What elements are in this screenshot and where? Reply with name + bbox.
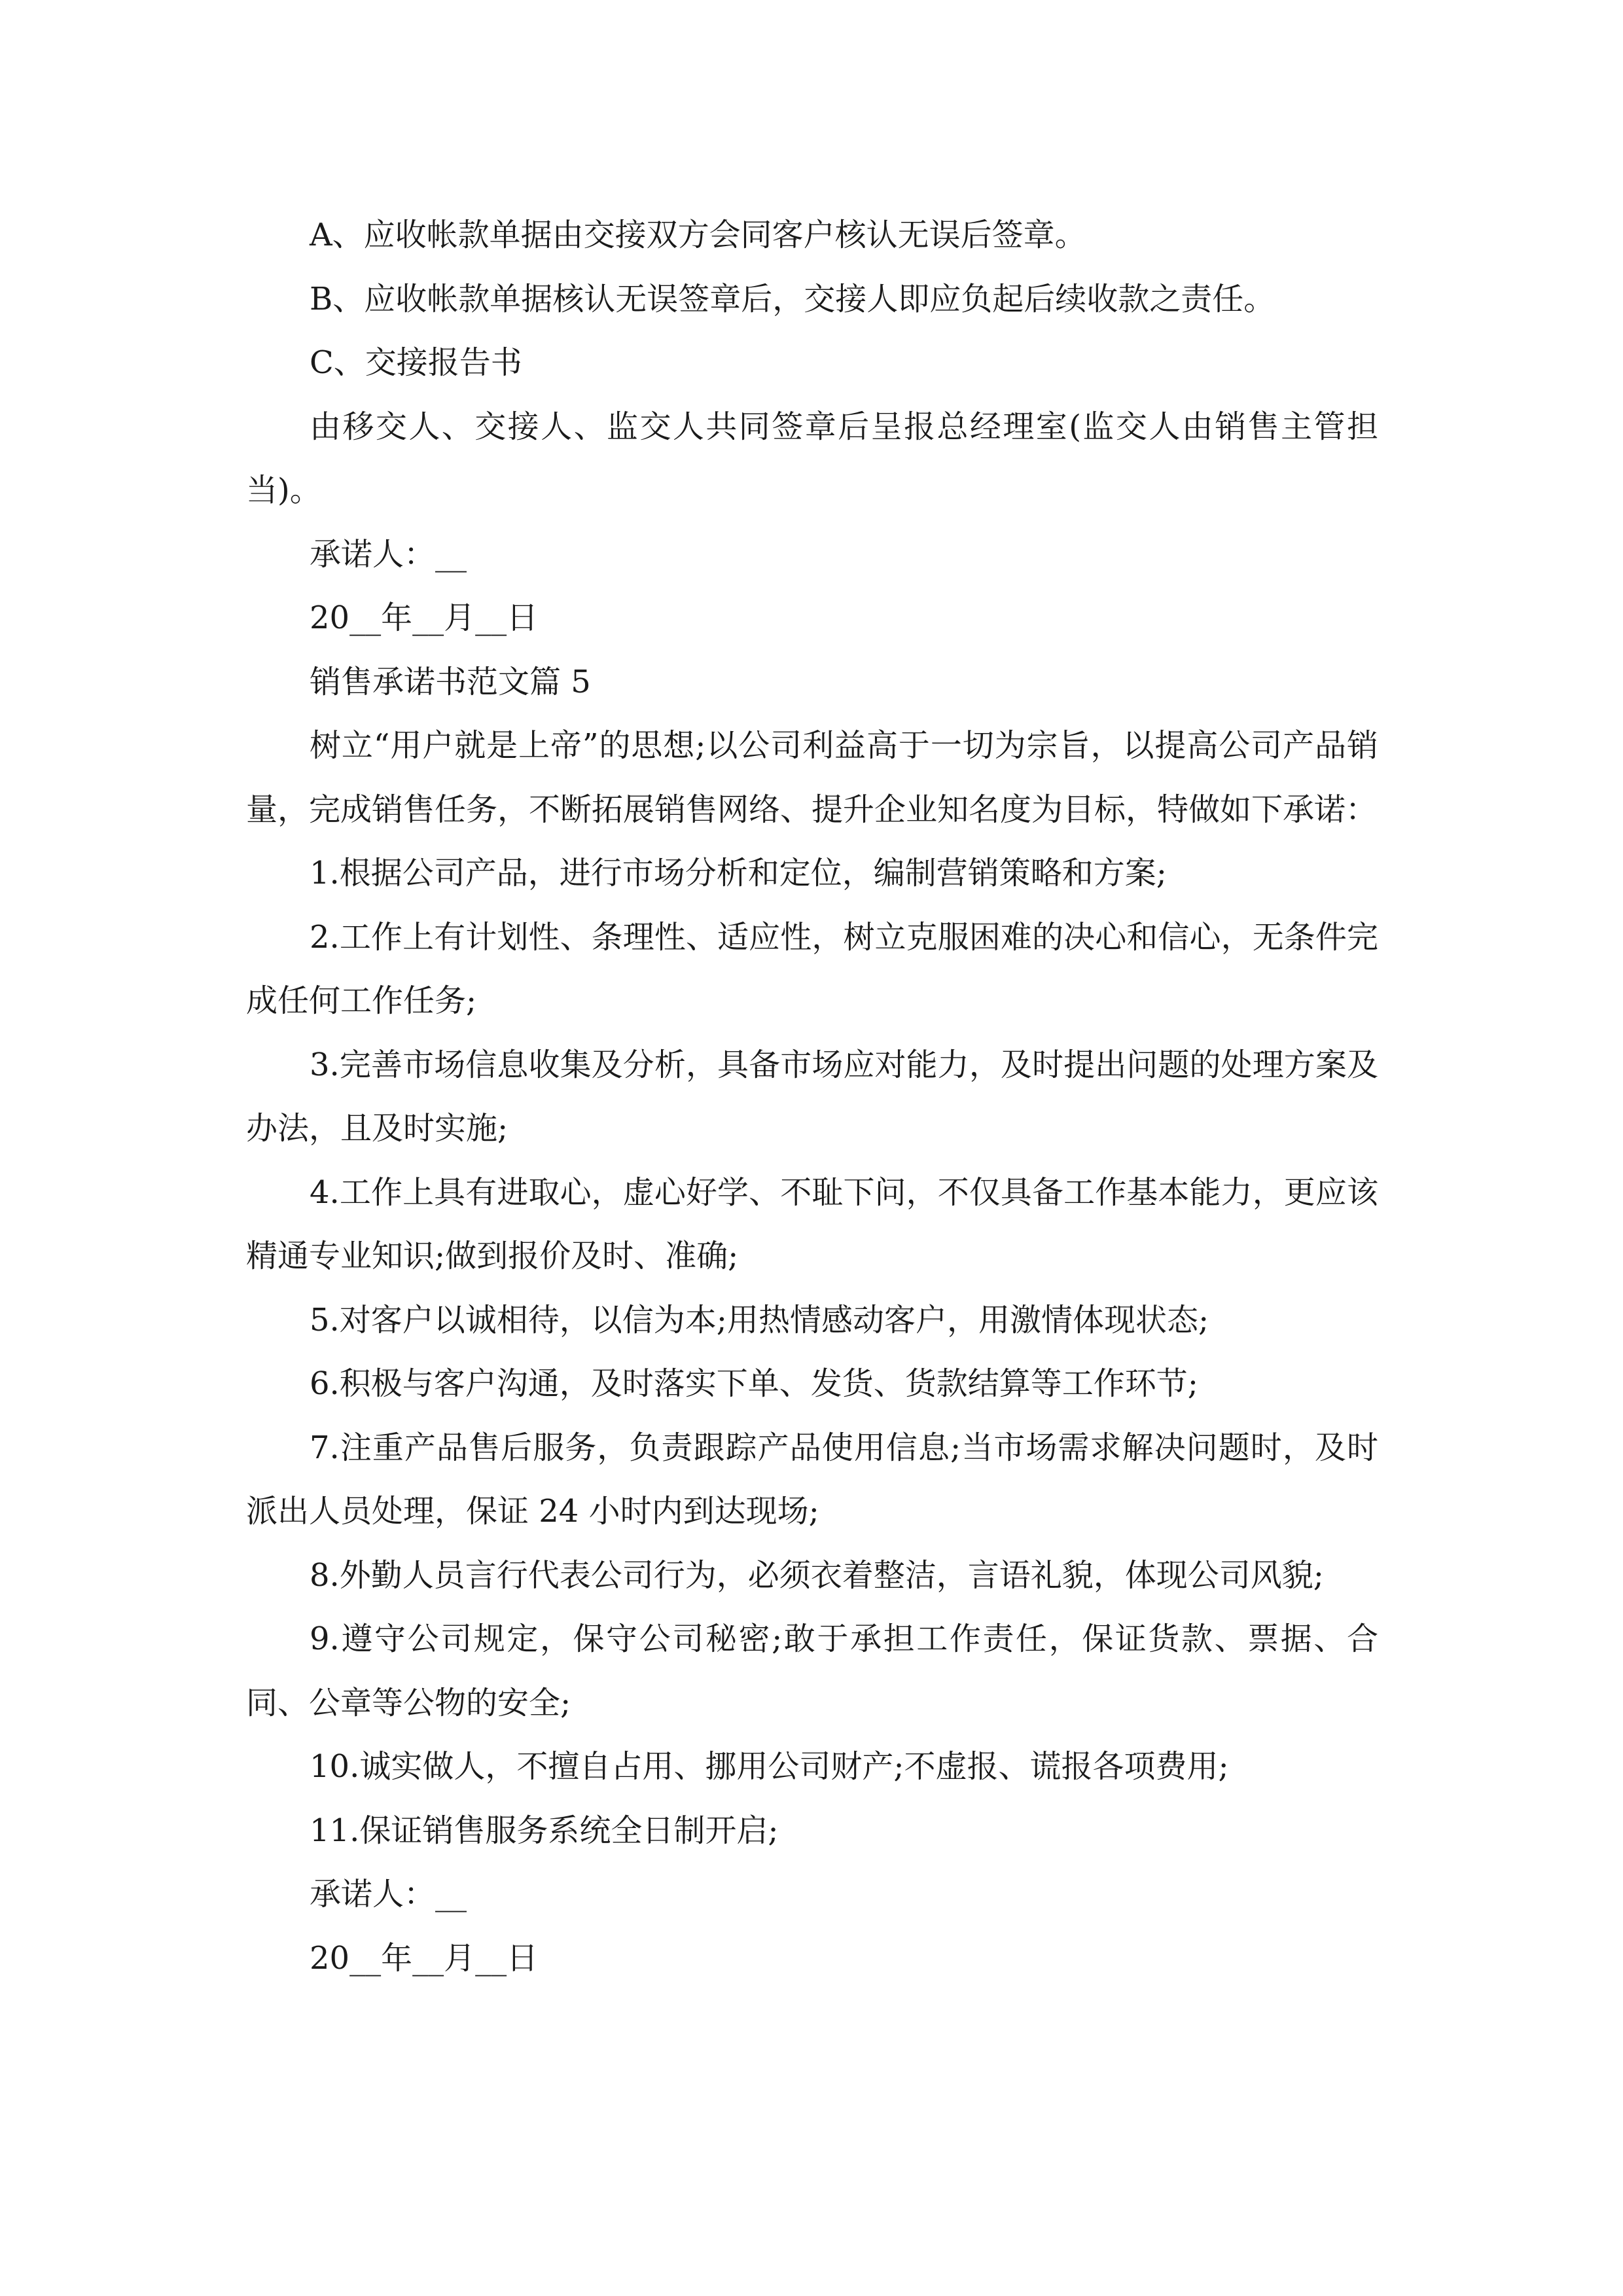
commitment-item-6: 6.积极与客户沟通，及时落实下单、发货、货款结算等工作环节; xyxy=(310,1365,1198,1402)
commitment-item-10: 10.诚实做人，不擅自占用、挪用公司财产;不虚报、谎报各项费用; xyxy=(310,1748,1229,1785)
paragraph-report-submission: 由移交人、交接人、监交人共同签章后呈报总经理室(监交人由销售主管担当)。 xyxy=(246,408,1378,509)
commitment-item-2: 2.工作上有计划性、条理性、适应性，树立克服困难的决心和信心，无条件完成任何工作任务; xyxy=(246,918,1378,1019)
date-line: 20__年__月__日 xyxy=(310,1939,539,1977)
commitment-item-7: 7.注重产品售后服务，负责跟踪产品使用信息;当市场需求解决问题时，及时派出人员处理，保证 24 小时内到达现场; xyxy=(246,1429,1378,1530)
commitment-item-4: 4.工作上具有进取心，虚心好学、不耻下问，不仅具备工作基本能力，更应该精通专业知识;做到报价及时、准确; xyxy=(246,1174,1378,1274)
paragraph-handover-b: B、应收帐款单据核认无误签章后，交接人即应负起后续收款之责任。 xyxy=(310,280,1275,317)
signatory-line: 承诺人：__ xyxy=(310,1876,467,1912)
commitment-item-1: 1.根据公司产品，进行市场分析和定位，编制营销策略和方案; xyxy=(310,855,1167,891)
commitment-item-8: 8.外勤人员言行代表公司行为，必须衣着整洁，言语礼貌，体现公司风貌; xyxy=(310,1556,1324,1594)
commitment-item-11: 11.保证销售服务系统全日制开启; xyxy=(310,1812,779,1849)
commitment-item-9: 9.遵守公司规定，保守公司秘密;敢于承担工作责任，保证货款、票据、合同、公章等公物的安全; xyxy=(246,1621,1378,1721)
paragraph-handover-a: A、应收帐款单据由交接双方会同客户核认无误后签章。 xyxy=(310,217,1086,253)
section-heading: 销售承诺书范文篇 5 xyxy=(310,663,591,700)
commitment-item-3: 3.完善市场信息收集及分析，具备市场应对能力，及时提出问题的处理方案及办法，且及时实施; xyxy=(246,1046,1378,1147)
paragraph-intro: 树立“用户就是上帝”的思想;以公司利益高于一切为宗旨，以提高公司产品销量，完成销售任务，不断拓展销售网络、提升企业知名度为目标，特做如下承诺： xyxy=(246,727,1378,828)
paragraph-handover-c: C、交接报告书 xyxy=(310,344,522,381)
date-line: 20__年__月__日 xyxy=(310,600,539,636)
commitment-item-5: 5.对客户以诚相待，以信为本;用热情感动客户，用激情体现状态; xyxy=(310,1301,1209,1338)
document-page xyxy=(246,204,1378,1990)
signatory-line: 承诺人：__ xyxy=(310,535,467,573)
